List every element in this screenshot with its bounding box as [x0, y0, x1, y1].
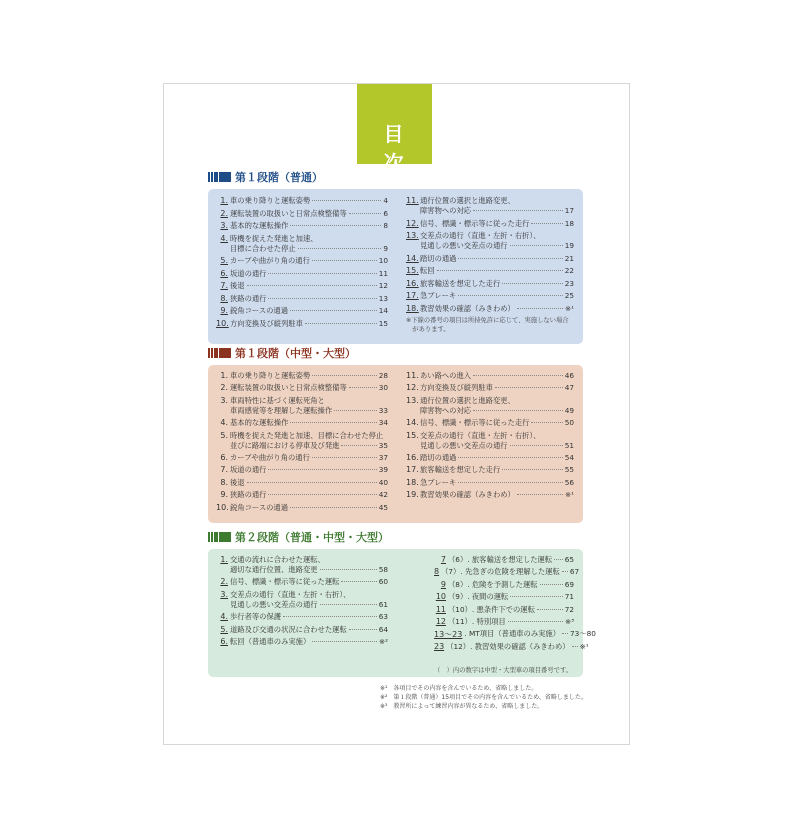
toc-item-title: 目標に合わせた停止 — [230, 243, 296, 253]
toc-item-page: 28 — [378, 371, 388, 380]
toc-item-number: 15. — [406, 430, 419, 440]
toc-item-page: ※¹ — [564, 303, 574, 313]
leader-dots — [540, 584, 563, 585]
toc-item-title: 見通しの悪い交差点の通行 — [420, 241, 508, 250]
toc-item — [216, 490, 388, 500]
toc-item — [406, 478, 574, 488]
toc-item-number: 9. — [220, 306, 228, 315]
toc-item-page: 4 — [383, 196, 388, 205]
toc-item-number: 17. — [406, 291, 419, 300]
leader-dots — [510, 245, 563, 246]
toc-item-number: 5. — [220, 256, 228, 265]
toc-item — [406, 418, 574, 428]
toc-item-title: 車両特性に基づく運転死角と — [230, 395, 325, 405]
toc-item-page: 12 — [378, 281, 388, 290]
leader-dots — [458, 457, 562, 458]
toc-item-title: 踏切の通過 — [420, 253, 457, 263]
toc-item-page: 30 — [378, 383, 388, 393]
leader-dots — [458, 258, 562, 259]
toc-item-title: 運転装置の取扱いと日常点検整備等 — [230, 383, 347, 393]
toc-item-page: 69 — [564, 579, 574, 589]
toc-item-page: 35 — [378, 440, 388, 450]
toc-item-page: ※¹ — [564, 490, 574, 500]
toc-item-page: 19 — [564, 241, 574, 250]
toc-item — [216, 612, 388, 622]
toc-item-page: 23 — [564, 278, 574, 288]
leader-dots — [510, 445, 563, 446]
toc-item — [216, 453, 388, 463]
toc-item-page: 17 — [564, 206, 574, 215]
toc-item-title: 交通の流れに合わせた運転、 — [230, 555, 325, 564]
toc-item-title: 教習効果の確認（みきわめ） — [420, 303, 515, 313]
toc-item-page: 21 — [564, 253, 574, 263]
toc-item — [406, 490, 574, 500]
toc-item — [406, 396, 574, 416]
toc-item-page: 65 — [564, 555, 574, 564]
toc-item-page: 40 — [378, 477, 388, 487]
toc-item-number: 15. — [406, 266, 419, 275]
heading-bars-icon — [208, 532, 231, 542]
toc-item-title: 交差点の通行（直進・左折・右折）、 — [420, 231, 541, 240]
toc-item-number: 13～23 — [434, 630, 463, 640]
toc-item-number: 7 — [440, 555, 446, 564]
toc-item-number: 10. — [216, 318, 229, 328]
toc-item-page: 64 — [378, 624, 388, 634]
toc-item-number: 5. — [220, 624, 228, 634]
toc-item — [216, 319, 388, 329]
toc-item-page: 45 — [378, 502, 388, 512]
toc-item-number: 11 — [435, 604, 446, 614]
toc-item-title: 急ブレーキ — [420, 291, 457, 300]
toc-item-number: 11. — [406, 196, 419, 205]
toc-item-title: 車両感覚等を理解した運転操作 — [230, 405, 333, 415]
toc-item — [216, 418, 388, 428]
section-heading-3: 第２段階（普通・中型・大型） — [208, 530, 389, 544]
toc-item — [216, 371, 388, 381]
section-box-1 — [208, 189, 583, 344]
toc-item-page: 67 — [569, 567, 580, 577]
leader-dots — [502, 283, 562, 284]
leader-dots — [341, 581, 376, 582]
toc-item — [434, 567, 580, 577]
toc-item — [216, 294, 388, 304]
leader-dots — [508, 621, 563, 622]
toc-item — [406, 231, 574, 251]
toc-item-title: 旅客輸送を想定した走行 — [420, 278, 501, 288]
toc-item-page: 54 — [564, 453, 574, 462]
toc-item-number: 3. — [220, 589, 228, 599]
toc-item — [216, 306, 388, 316]
toc-item-number: 10. — [216, 502, 229, 512]
toc-item-number: 18. — [406, 477, 419, 487]
toc-item-title: 方向変換及び縦列駐車 — [230, 318, 303, 328]
toc-item-title: 信号、標識・標示等に従った走行 — [420, 418, 530, 428]
heading-bars-icon — [208, 172, 231, 182]
toc-item-title: 踏切の通過 — [420, 453, 457, 462]
toc-item-page: 58 — [378, 565, 388, 574]
toc-item-title: 通行位置の選択と進路変更、 — [420, 395, 515, 405]
toc-item-page: 34 — [378, 418, 388, 428]
toc-item — [216, 221, 388, 231]
leader-dots — [473, 375, 563, 376]
leader-dots — [247, 482, 377, 483]
toc-item-title: 鋭角コースの通過 — [230, 306, 289, 315]
toc-item-title: 坂道の通行 — [230, 268, 267, 278]
leader-dots — [268, 494, 376, 495]
toc-item-title: 鋭角コースの通過 — [230, 502, 289, 512]
toc-item-title: あい路への進入 — [420, 371, 472, 380]
leader-dots — [268, 298, 376, 299]
toc-item — [434, 641, 589, 652]
leader-dots — [305, 323, 377, 324]
toc-item — [216, 396, 388, 416]
toc-item — [406, 371, 574, 381]
toc-item-title: 狭路の通行 — [230, 293, 267, 303]
toc-item-number: 8. — [220, 293, 228, 303]
section-box-2 — [208, 365, 583, 523]
toc-item-title: 見通しの悪い交差点の通行 — [230, 599, 318, 609]
leader-dots — [554, 559, 563, 560]
footnote-1: ※¹ 各項目でその内容を含んでいるため、省略しました。 — [380, 685, 538, 692]
leader-dots — [517, 494, 563, 495]
toc-item-number: 12. — [406, 383, 419, 393]
toc-item-number: 2. — [220, 577, 228, 587]
toc-item-number: 1. — [220, 555, 228, 564]
toc-item — [434, 592, 574, 602]
toc-item-number: 10 — [435, 592, 446, 602]
leader-dots — [312, 375, 376, 376]
page-title: 目 次 — [383, 122, 412, 175]
toc-item — [434, 580, 574, 590]
toc-item-number: 1. — [220, 196, 228, 205]
leader-dots — [458, 482, 563, 483]
leader-dots — [531, 422, 562, 423]
toc-item — [406, 279, 574, 289]
toc-item — [406, 266, 574, 276]
toc-item — [216, 503, 388, 513]
toc-item-number: 14. — [406, 418, 419, 428]
toc-item-title: 適切な通行位置、進路変更 — [230, 565, 318, 574]
toc-item-title: （11）. 特別項目 — [448, 617, 506, 626]
toc-item-title: 急ブレーキ — [420, 477, 457, 487]
leader-dots — [349, 629, 377, 630]
toc-item — [406, 219, 574, 229]
toc-item-number: 16. — [406, 453, 419, 462]
leader-dots — [312, 260, 377, 261]
toc-item-page: 49 — [564, 405, 574, 415]
toc-item-title: 転回（普通車のみ実施） — [230, 637, 311, 646]
toc-item-title: 交差点の通行（直進・左折・右折）、 — [230, 589, 351, 599]
toc-item-page: 63 — [378, 612, 388, 622]
toc-item-title: 信号、標識・標示等に従った運転 — [230, 577, 340, 587]
toc-item-title: 方向変換及び縦列駐車 — [420, 383, 493, 393]
toc-item-title: 通行位置の選択と進路変更、 — [420, 196, 515, 205]
toc-item-number: 13. — [406, 395, 419, 405]
toc-item-page: 15 — [378, 318, 388, 328]
toc-item-page: 8 — [383, 221, 388, 230]
toc-item-page: 72 — [564, 604, 574, 614]
toc-item-number: 4. — [220, 418, 228, 428]
toc-item — [216, 637, 388, 647]
toc-item-page: 39 — [378, 465, 388, 475]
leader-dots — [349, 213, 382, 214]
toc-item — [216, 577, 388, 587]
toc-item-title: 障害物への対応 — [420, 206, 472, 215]
toc-item-number: 16. — [406, 278, 419, 288]
toc-item — [216, 590, 388, 610]
toc-item-number: 11. — [406, 371, 419, 380]
toc-item-number: 12. — [406, 218, 419, 228]
toc-item-page: 37 — [378, 453, 388, 462]
toc-item-title: 車の乗り降りと運転姿勢 — [230, 196, 311, 205]
toc-item — [216, 555, 388, 575]
toc-item-number: 8. — [220, 477, 228, 487]
toc-item-page: 51 — [564, 440, 574, 450]
toc-item-page: 61 — [378, 599, 388, 609]
toc-item-number: 6. — [220, 268, 228, 278]
toc-item-number: 4. — [220, 612, 228, 622]
leader-dots — [283, 616, 377, 617]
leader-dots — [290, 225, 381, 226]
toc-item — [434, 617, 574, 627]
toc-item-page: 47 — [564, 383, 574, 393]
toc-item-page: ※² — [378, 637, 388, 646]
leader-dots — [247, 285, 377, 286]
toc-item-title: 転回 — [420, 266, 435, 275]
toc-item-number: 7. — [220, 465, 228, 475]
toc-item-title: 歩行者等の保護 — [230, 612, 282, 622]
toc-item-title: 旅客輸送を想定した走行 — [420, 465, 501, 475]
toc-item-number: 6. — [220, 637, 228, 646]
toc-item-number: 8 — [434, 567, 440, 577]
toc-item — [434, 555, 574, 565]
toc-item-number: 9. — [220, 490, 228, 500]
toc-item-number: 3. — [220, 395, 228, 405]
toc-item — [216, 196, 388, 206]
toc-item-title: 運転装置の取扱いと日常点検整備等 — [230, 208, 347, 218]
leader-dots — [495, 387, 563, 388]
toc-item-title: カーブや曲がり角の通行 — [230, 256, 310, 265]
toc-item-page: 46 — [564, 371, 574, 380]
toc-item-page: 13 — [378, 293, 388, 303]
toc-item-number: 17. — [406, 465, 419, 475]
toc-item — [406, 431, 574, 451]
leader-dots — [290, 310, 377, 311]
toc-item-title: カーブや曲がり角の通行 — [230, 453, 310, 462]
toc-item — [216, 478, 388, 488]
title-box — [357, 84, 456, 186]
heading-bars-icon — [208, 348, 231, 358]
toc-item-page: 33 — [378, 405, 388, 415]
leader-dots — [531, 223, 562, 224]
leader-dots — [312, 200, 381, 201]
toc-item-title: 時機を捉えた発進と加速、目標に合わせた停止 — [230, 430, 384, 440]
toc-item — [216, 234, 388, 254]
leader-dots — [341, 445, 376, 446]
toc-item-page: 55 — [564, 465, 574, 475]
toc-item-title: （7）. 先急ぎの危険を理解した運転 — [441, 567, 560, 577]
toc-item-number: 14. — [406, 253, 419, 263]
toc-item-title: 車の乗り降りと運転姿勢 — [230, 371, 311, 380]
toc-item-title: 基本的な運転操作 — [230, 418, 289, 428]
toc-item-title: 信号、標識・標示等に従った走行 — [420, 218, 530, 228]
toc-item-title: 時機を捉えた発進と加速、 — [230, 233, 318, 243]
toc-item-page: 10 — [378, 256, 388, 265]
toc-item — [216, 269, 388, 279]
leader-dots — [312, 641, 377, 642]
toc-item-page: 71 — [564, 592, 574, 602]
leader-dots — [562, 571, 568, 572]
leader-dots — [473, 210, 563, 211]
toc-page — [163, 83, 630, 745]
section-box-3 — [208, 549, 596, 677]
leader-dots — [510, 596, 562, 597]
toc-item-title: 並びに路端における停車及び発進 — [230, 440, 340, 450]
toc-item-page: ※¹ — [579, 641, 589, 651]
toc-item-number: 12 — [435, 617, 446, 626]
toc-item-number: 3. — [220, 221, 228, 230]
leader-dots — [537, 609, 563, 610]
toc-item-page: 14 — [378, 306, 388, 315]
leader-dots — [290, 507, 377, 508]
toc-item-number: 2. — [220, 383, 228, 393]
toc-item-number: 2. — [220, 208, 228, 218]
toc-item — [216, 281, 388, 291]
toc-item-title: （6）. 旅客輸送を想定した運転 — [448, 555, 553, 564]
toc-item-number: 18. — [406, 303, 419, 313]
toc-item-number: 7. — [220, 281, 228, 290]
toc-item — [406, 383, 574, 393]
section-note: （ ）内の数字は中型・大型車の項目番号です。 — [434, 667, 573, 674]
leader-dots — [268, 273, 376, 274]
toc-item-title: 道路及び交通の状況に合わせた運転 — [230, 624, 347, 634]
toc-item — [406, 291, 574, 301]
toc-item-title: 坂道の通行 — [230, 465, 267, 475]
section-note: ※下線の番号の項目は所持免許に応じて、実施しない場合 — [406, 317, 569, 324]
toc-item — [434, 629, 596, 640]
toc-item-title: （9）. 夜間の運転 — [448, 592, 509, 602]
toc-item-page: 42 — [378, 490, 388, 500]
toc-item-number: 23 — [434, 641, 445, 651]
toc-item-title: 見通しの悪い交差点の通行 — [420, 440, 508, 450]
toc-item-title: 教習効果の確認（みきわめ） — [420, 490, 515, 500]
footnote-2: ※² 第１段階（普通）15項目でその内容を含んでいるため、省略しました。 — [380, 694, 587, 701]
toc-item-title: （12）. 教習効果の確認（みきわめ） — [446, 641, 570, 651]
toc-item-page: 6 — [383, 208, 388, 218]
leader-dots — [268, 469, 376, 470]
toc-item-page: 60 — [378, 577, 388, 587]
toc-item-number: 4. — [220, 233, 228, 243]
leader-dots — [572, 646, 578, 647]
leader-dots — [349, 387, 377, 388]
leader-dots — [320, 604, 377, 605]
toc-item-number: 6. — [220, 453, 228, 462]
toc-item-page: 73～80 — [570, 629, 596, 639]
leader-dots — [334, 410, 377, 411]
toc-item-number: 19. — [406, 490, 419, 500]
toc-item-number: 1. — [220, 371, 228, 380]
toc-item — [406, 304, 574, 314]
leader-dots — [517, 308, 563, 309]
toc-item-title: （10）. 悪条件下での運転 — [448, 604, 535, 614]
toc-item-page: 25 — [564, 291, 574, 300]
toc-item-page: 18 — [564, 218, 574, 228]
leader-dots — [562, 633, 568, 634]
toc-item-title: 後退 — [230, 281, 245, 290]
toc-item — [406, 196, 574, 216]
leader-dots — [437, 270, 563, 271]
leader-dots — [502, 469, 562, 470]
toc-item-page: 56 — [564, 477, 574, 487]
toc-item — [216, 625, 388, 635]
toc-item-title: 狭路の通行 — [230, 490, 267, 500]
toc-item — [216, 383, 388, 393]
toc-item-page: ※³ — [564, 617, 574, 626]
page-subtitle: CONTENTS — [361, 176, 456, 186]
section-heading-1: 第１段階（普通） — [208, 170, 323, 184]
leader-dots — [290, 422, 376, 423]
toc-item-title: 交差点の通行（直進・左折・右折）、 — [420, 430, 541, 440]
toc-item — [216, 209, 388, 219]
toc-item — [434, 605, 574, 615]
toc-item-title: 基本的な運転操作 — [230, 221, 289, 230]
toc-item — [406, 453, 574, 463]
leader-dots — [312, 457, 377, 458]
toc-item-page: 9 — [383, 243, 388, 253]
section-heading-2: 第１段階（中型・大型） — [208, 346, 356, 360]
section-note: があります。 — [406, 326, 450, 333]
leader-dots — [320, 569, 377, 570]
toc-item — [216, 465, 388, 475]
toc-item — [216, 431, 388, 451]
toc-item-title: （8）. 危険を予測した運転 — [448, 579, 538, 589]
toc-item-page: 11 — [378, 268, 388, 278]
toc-item — [406, 254, 574, 264]
toc-item-title: 障害物への対応 — [420, 405, 472, 415]
toc-item-number: 13. — [406, 231, 419, 240]
toc-item — [216, 256, 388, 266]
toc-item-number: 5. — [220, 430, 228, 440]
toc-item-title: . MT項目（普通車のみ実施） — [464, 629, 561, 639]
footnote-3: ※³ 教習所によって練習内容が異なるため、省略しました。 — [380, 703, 544, 710]
toc-item — [406, 465, 574, 475]
leader-dots — [458, 295, 563, 296]
toc-item-title: 後退 — [230, 477, 245, 487]
toc-item-page: 22 — [564, 266, 574, 275]
leader-dots — [473, 410, 563, 411]
toc-item-page: 50 — [564, 418, 574, 428]
leader-dots — [298, 248, 382, 249]
toc-item-number: 9 — [440, 579, 446, 589]
